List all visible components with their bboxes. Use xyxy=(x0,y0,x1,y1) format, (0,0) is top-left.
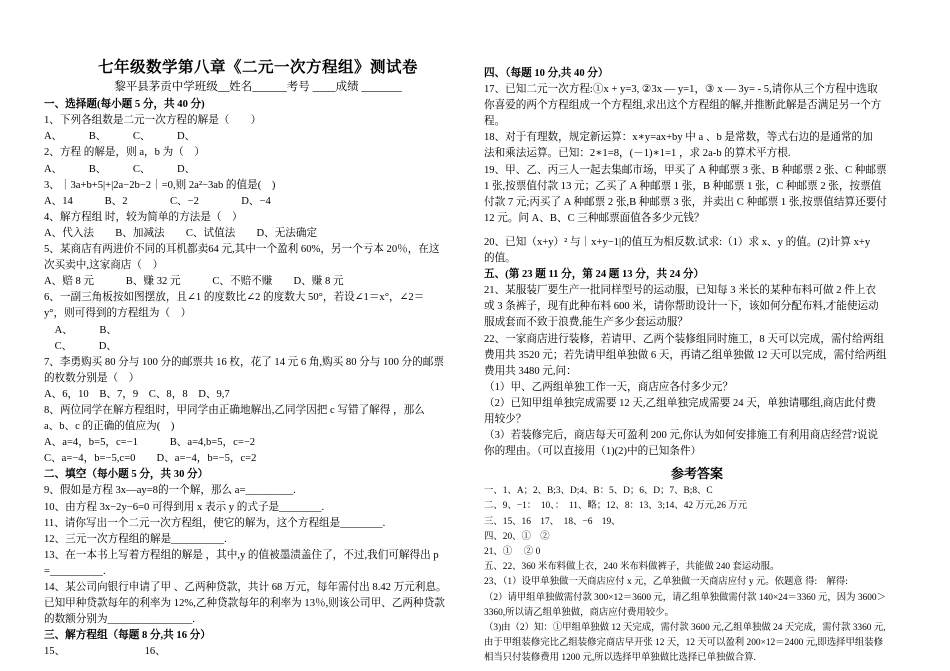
text-line: 二、9、−1： 10、： 11、略；12、8：13、3;14、42 万元,26 万元 xyxy=(484,501,747,512)
text-line: 12 元。问 A、B、C 三种邮票面值各多少元钱？ xyxy=(484,212,705,224)
text-line: 20、已知（x+y）² 与｜x+y−1|的值互为相反数.试求:（1）求 x、y 的值。(2)计算 x+y xyxy=(484,236,871,248)
section-heading: 四、（每题 10 分,共 40 分） xyxy=(484,68,609,79)
text-line: 1 张,按票值付款 13 元；乙买了 A 种邮票 1 张，B 种邮票 1 张，C 种邮票 2 张，按票值 xyxy=(484,180,882,192)
text-line: 1、下列各组数是二元一次方程的解是（ ） xyxy=(44,115,262,127)
text-line: C、 D、 xyxy=(44,340,117,352)
text-line: 14、某公司向银行申请了甲 、乙两种贷款，共计 68 万元，每年需付出 8.42 万元利息。 xyxy=(44,582,447,593)
text-line: （2）已知甲组单独完成需要 12 天,乙组单独完成需要 24 天，单独请哪组,商店此付费 xyxy=(484,397,876,409)
left-column xyxy=(44,0,472,660)
text-line: 10、由方程 3x−2y−6=0 可得到用 x 表示 y 的式子是________. xyxy=(44,501,325,513)
left-question-list xyxy=(44,97,472,660)
text-line: 22、一家商店进行装修，若请甲、乙两个装修组同时施工，8 天可以完成，需付给两组 xyxy=(484,333,884,345)
text-line: 你的理由。（可以直接用（1)(2)中的已知条件） xyxy=(484,446,702,458)
text-line: （1）甲、乙两组单独工作一天，商店应各付多少元？ xyxy=(484,381,733,393)
text-line: 21、某服装厂要生产一批同样型号的运动服，已知每 3 米长的某种布料可做 2 件上衣 xyxy=(484,285,876,297)
text-line: 的枚数分别是（ ） xyxy=(44,372,140,384)
text-line: A、 B、 C、 D、 xyxy=(44,163,196,175)
text-line: 9、假如是方程 3x—ay=8的一个解，那么 a=_________. xyxy=(44,485,296,497)
right-question-list xyxy=(484,66,910,460)
text-line: （3)由（2）知：①甲组单独做 12 天完成，需付款 3600 元,乙组单独做 24 天完成，需付款 3360 元, xyxy=(484,623,886,634)
right-column xyxy=(484,0,910,667)
answer-list xyxy=(484,484,910,666)
section-heading: 五、(第 23 题 11 分，第 24 题 13 分，共 24 分） xyxy=(484,269,705,281)
text-line: 程。 xyxy=(484,116,506,128)
text-line: 19、甲、乙、丙三人一起去集邮市场，甲买了 A 种邮票 3 张、B 种邮票 2 张、C 种邮票 xyxy=(484,164,887,176)
text-line: A、代入法 B、加减法 C、试值法 D、无法确定 xyxy=(44,227,318,239)
text-line: 的数额分别为________________. xyxy=(44,614,195,626)
text-line: 五、22、360 米布料做上衣，240 米布料做裤子，共能做 240 套运动服。 xyxy=(484,562,780,573)
text-line: A、 B、 xyxy=(44,324,117,336)
text-line: 四、20、① ② xyxy=(484,531,550,542)
section-heading: 一、选择题(每小题 5 分，共 40 分) xyxy=(44,99,205,111)
text-line: 费用共 3480 元,问： xyxy=(484,365,577,377)
page-title: 七年级数学第八章《二元一次方程组》测试卷 xyxy=(97,59,418,76)
text-line: 3360,所以请乙组单独做，商店应付费用较少。 xyxy=(484,607,674,618)
student-info-line: 黎平县茅贡中学班级__姓名______考号 ____成绩 _______ xyxy=(114,81,402,94)
text-line: 服成套而不致于浪费,能生产多少套运动服？ xyxy=(484,317,688,329)
text-line: 18、对于有理数，规定新运算：x∗y=ax+by 中 a 、b 是常数，等式右边的是通常的加 xyxy=(484,132,873,144)
text-line: 17、已知二元一次方程:①x + y=3, ②3x — y=1，③ x — 3y= - 5,请你从三个方程中选取 xyxy=(484,84,878,96)
text-line: 5、某商店有两进价不同的耳机都卖64 元,其中一个盈利 60%，另一个亏本 20％，在这 xyxy=(44,244,440,256)
text-line: A、a=4，b=5，c=−1 B、a=4,b=5，c=−2 xyxy=(44,437,256,449)
text-line: A、 B、 C、 D、 xyxy=(44,131,196,143)
text-line: 用较少？ xyxy=(484,413,527,425)
text-line: 一、1、A；2、B;3、D;4、B：5、D；6、D；7、B;8、C xyxy=(484,486,713,497)
text-line: 由于甲组装修完比乙组装修完商店早开张 12 天，12 天可以盈利 200×12＝2400 元,即选择甲组装修 xyxy=(484,638,884,649)
text-line: 次买卖中,这家商店（ ） xyxy=(44,260,164,272)
text-line: 12、三元一次方程组的解是__________. xyxy=(44,533,227,545)
section-heading: 三、解方程组（每题 8 分,共 16 分） xyxy=(44,630,211,642)
text-line: 法和乘法运算。已知：2∗1=8，(－1)∗1=1 ，求 2a-b 的算术平方根. xyxy=(484,148,791,160)
text-line: y°，则可得到的方程组为（ ） xyxy=(44,308,192,320)
text-line: 2、方程 的解是，则 a，b 为（ ） xyxy=(44,147,205,159)
text-line: 21、① ② 0 xyxy=(484,547,541,558)
text-line: 已知甲种贷款每年的利率为 12%,乙种贷款每年的利率为 13％,则该公司甲、乙两种贷款 xyxy=(44,598,445,610)
text-line: 付款 7 元;丙买了 A 种邮票 2 张,B 种邮票 3 张，并卖出 C 种邮票 1 张,按票值结算还要付 xyxy=(484,196,887,208)
text-line: （2）请甲组单独做需付款 300×12＝3600 元，请乙组单独做需付款 140×24＝3360 元，因为 3600＞ xyxy=(484,592,886,603)
text-line: 或 3 条裤子，现有此种布料 600 米，请你帮助设计一下，该如何分配布料,才能使运动 xyxy=(484,301,879,313)
section-heading: 二、填空（每小题 5 分，共 30 分） xyxy=(44,469,209,481)
text-line: 8、两位同学在解方程组时，甲同学由正确地解出,乙同学因把 c 写错了解得 ，那么 xyxy=(44,404,425,416)
text-line: A、6，10 B、7，9 C、8，8 D、9,7 xyxy=(44,388,230,400)
text-line: 11、请你写出一个二元一次方程组，使它的解为，这个方程组是________. xyxy=(44,517,386,529)
text-line: A、赔 8 元 B、赚 32 元 C、不赔不赚 D、赚 8 元 xyxy=(44,276,344,288)
text-line: 4、解方程组 时，较为简单的方法是（ ） xyxy=(44,211,243,223)
text-line: 7、李勇购买 80 分与 100 分的邮票共 16 枚，花了 14 元 6 角,购买 80 分与 100 分的邮票 xyxy=(44,356,444,368)
answers-title: 参考答案 xyxy=(670,466,723,482)
text-line: 你喜爱的两个方程组成一个方程组,求出这个方程组的解,并推断此解是否满足另一个方 xyxy=(484,100,882,112)
text-line: 6、一副三角板按如图摆放，且∠1 的度数比∠2 的度数大 50°，若设∠1＝x°，∠2＝ xyxy=(44,292,425,304)
text-line: 15、 16、 xyxy=(44,646,166,658)
text-line: 13、在一本书上写着方程组的解是 ，其中,y 的值被墨渍盖住了，不过,我们可解得出 p xyxy=(44,549,439,561)
text-line: =__________. xyxy=(44,565,106,577)
text-line: 三、15、16 17、 18、−6 19、 xyxy=(484,516,621,527)
text-line: （3）若装修完后，商店每天可盈利 200 元,你认为如何安排施工有利用商店经营?说说 xyxy=(484,430,879,442)
text-line: a、b、c 的正确的值应为( ) xyxy=(44,421,175,433)
text-line: 23、（1）设甲单独做一天商店应付 x 元，乙单独做一天商店应付 y 元。依题意 得: 解得: xyxy=(484,577,848,588)
text-line: 3、｜3a+b+5|+|2a−2b−2｜=0,则 2a²−3ab 的值是( ) xyxy=(44,179,276,191)
text-line: 的值。 xyxy=(484,253,516,265)
text-line: C、a=−4，b=−5,c=0 D、a=−4，b=−5，c=2 xyxy=(44,453,257,465)
text-line: 费用共 3520 元；若先请甲组单独做 6 天，再请乙组单独做 12 天可以完成，需付给两组 xyxy=(484,349,887,361)
text-line: A、14 B、2 C、−2 D、−4 xyxy=(44,195,271,207)
text-line: 相当只付装修费用 1200 元,所以选择甲单独做比选择已单独做合算. xyxy=(484,653,756,664)
spacer xyxy=(484,227,910,235)
